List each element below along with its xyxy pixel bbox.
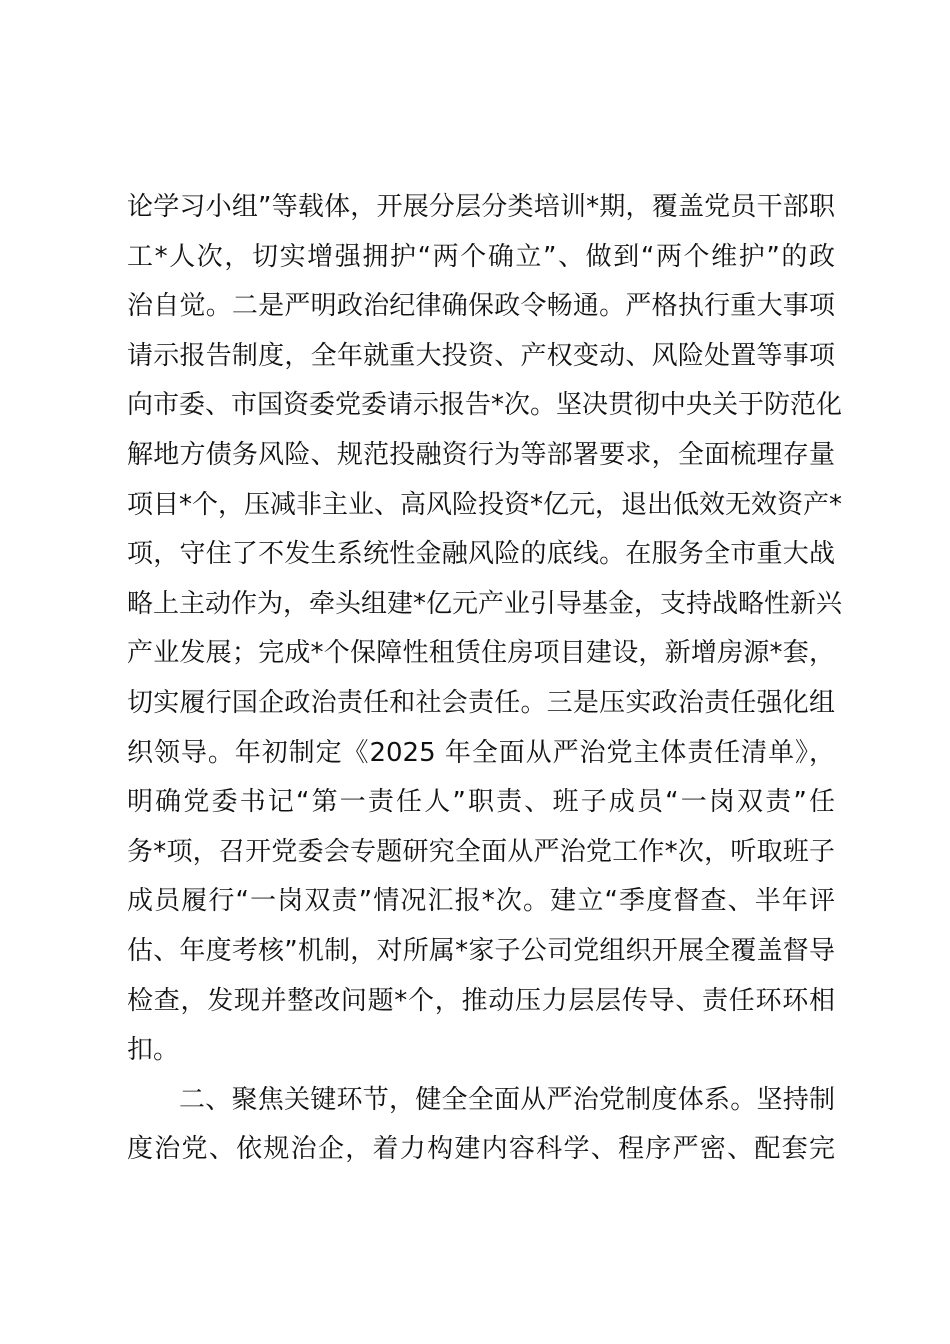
text-line: 度治党、依规治企，着力构建内容科学、程序严密、配套完 — [127, 1134, 835, 1165]
text-line: 织领导。年初制定《2025 年全面从严治党主体责任清单》， — [127, 737, 835, 768]
section-heading-line: 二、聚焦关键环节，健全全面从严治党制度体系。坚持制 — [179, 1084, 835, 1115]
text-line: 项目*个，压减非主业、高风险投资*亿元，退出低效无效资产* — [127, 489, 843, 520]
body-text — [127, 183, 843, 1175]
text-line: 项，守住了不发生系统性金融风险的底线。在服务全市重大战 — [127, 539, 835, 570]
text-line: 论学习小组”等载体，开展分层分类培训*期，覆盖党员干部职 — [127, 192, 835, 222]
paragraph-end-line: 扣。 — [127, 1035, 180, 1066]
text-line: 估、年度考核”机制，对所属*家子公司党组织开展全覆盖督导 — [127, 935, 835, 966]
text-line: 请示报告制度，全年就重大投资、产权变动、风险处置等事项 — [127, 340, 835, 371]
text-line: 治自觉。二是严明政治纪律确保政令畅通。严格执行重大事项 — [127, 291, 835, 322]
text-line: 成员履行“一岗双责”情况汇报*次。建立“季度督查、半年评 — [127, 886, 835, 917]
text-line: 向市委、市国资委党委请示报告*次。坚决贯彻中央关于防范化 — [127, 390, 843, 421]
text-line: 略上主动作为，牵头组建*亿元产业引导基金，支持战略性新兴 — [127, 588, 843, 619]
text-line: 检查，发现并整改问题*个，推动压力层层传导、责任环环相 — [127, 985, 835, 1016]
text-line: 产业发展；完成*个保障性租赁住房项目建设，新增房源*套， — [127, 638, 835, 669]
text-line: 工*人次，切实增强拥护“两个确立”、做到“两个维护”的政 — [127, 241, 835, 272]
text-line: 切实履行国企政治责任和社会责任。三是压实政治责任强化组 — [127, 687, 835, 718]
text-line: 务*项，召开党委会专题研究全面从严治党工作*次，听取班子 — [127, 836, 835, 867]
text-line: 明确党委书记“第一责任人”职责、班子成员“一岗双责”任 — [127, 787, 835, 818]
text-line: 解地方债务风险、规范投融资行为等部署要求，全面梳理存量 — [127, 439, 835, 470]
